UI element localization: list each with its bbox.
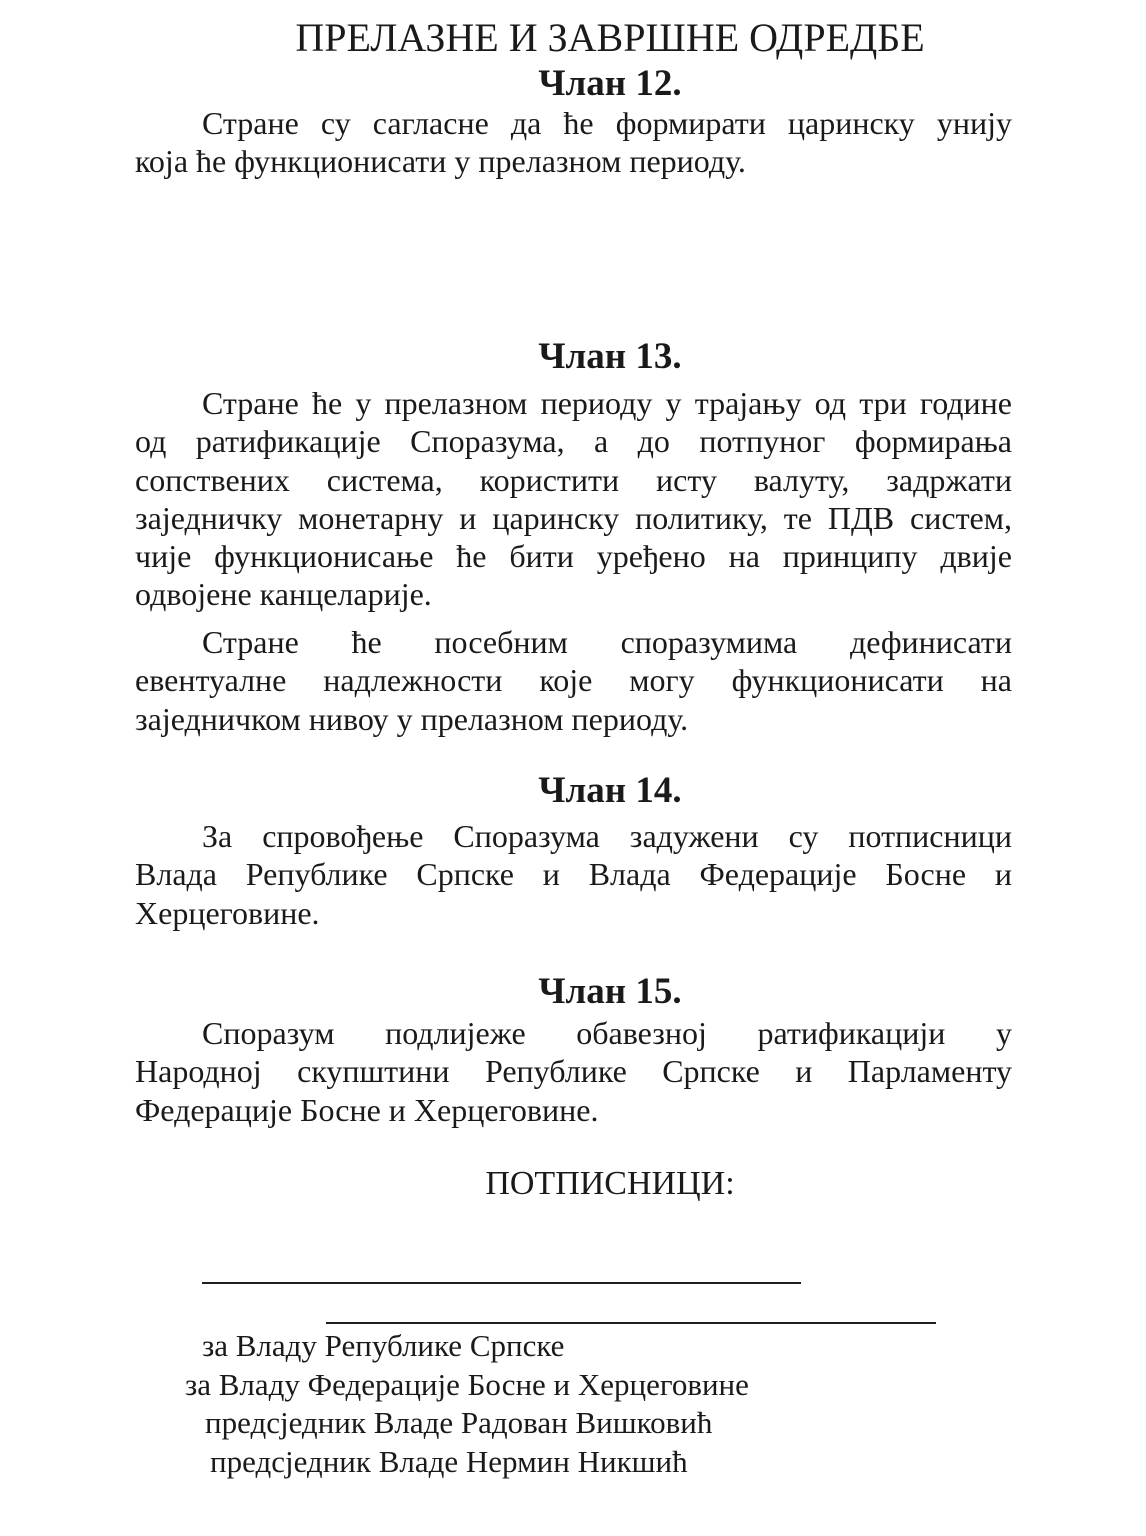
article-13-heading: Члан 13. bbox=[538, 336, 682, 377]
text-line: Стране ће посебним споразумима дефинисати bbox=[202, 624, 1012, 660]
text-line: одвојене канцеларије. bbox=[135, 576, 432, 613]
text-line: За спровођење Споразума задужени су потписници bbox=[202, 818, 1012, 854]
article-14-paragraph bbox=[135, 817, 1012, 932]
signature-line-pm-fbih: предсједник Владе Нермин Никшић bbox=[210, 1443, 688, 1479]
text-line: Народној скупштини Републике Српске и Парламенту bbox=[135, 1053, 1012, 1090]
text-line: чије функционисање ће бити уређено на принципу двије bbox=[135, 538, 1012, 575]
text-line: Стране су сагласне да ће формирати царинску унију bbox=[202, 105, 1012, 141]
text-line: Херцеговине. bbox=[135, 894, 320, 931]
article-12-heading: Члан 12. bbox=[538, 63, 682, 104]
text-line: Споразум подлијеже обавезној ратификацији у bbox=[202, 1015, 1012, 1051]
signature-line-fbih: за Владу Федерације Босне и Херцеговине bbox=[185, 1366, 749, 1402]
signature-block bbox=[135, 1327, 1085, 1481]
signature-rule-1 bbox=[202, 1282, 801, 1284]
signature-line-pm-rs: предсједник Владе Радован Вишковић bbox=[205, 1405, 713, 1440]
article-14-heading: Члан 14. bbox=[538, 770, 682, 811]
article-15-paragraph bbox=[135, 1014, 1012, 1129]
text-line: евентуалне надлежности које могу функционисати на bbox=[135, 662, 1012, 699]
signature-rule-2 bbox=[326, 1322, 936, 1324]
section-title: ПРЕЛАЗНЕ И ЗАВРШНЕ ОДРЕДБЕ bbox=[295, 15, 925, 60]
text-line: Влада Републике Српске и Влада Федерације Босне и bbox=[135, 856, 1012, 893]
text-line: сопствених система, користити исту валуту, задржати bbox=[135, 461, 1012, 498]
article-13-paragraph-1 bbox=[135, 384, 1012, 614]
text-line: Федерације Босне и Херцеговине. bbox=[135, 1091, 599, 1128]
signature-line-rs: за Владу Републике Српске bbox=[202, 1328, 565, 1363]
article-13-paragraph-2 bbox=[135, 623, 1012, 738]
text-line: заједничку монетарну и царинску политику, те ПДВ систем, bbox=[135, 499, 1012, 536]
text-line: заједничком нивоу у прелазном периоду. bbox=[135, 700, 689, 737]
text-line: од ратификације Споразума, а до потпуног формирања bbox=[135, 423, 1012, 460]
text-line: која ће функционисати у прелазном периоду. bbox=[135, 143, 746, 180]
text-line: Стране ће у прелазном периоду у трајању од три године bbox=[202, 385, 1012, 421]
article-15-heading: Члан 15. bbox=[538, 971, 682, 1012]
signatories-heading: ПОТПИСНИЦИ: bbox=[485, 1165, 735, 1202]
article-12-paragraph bbox=[135, 104, 1012, 181]
